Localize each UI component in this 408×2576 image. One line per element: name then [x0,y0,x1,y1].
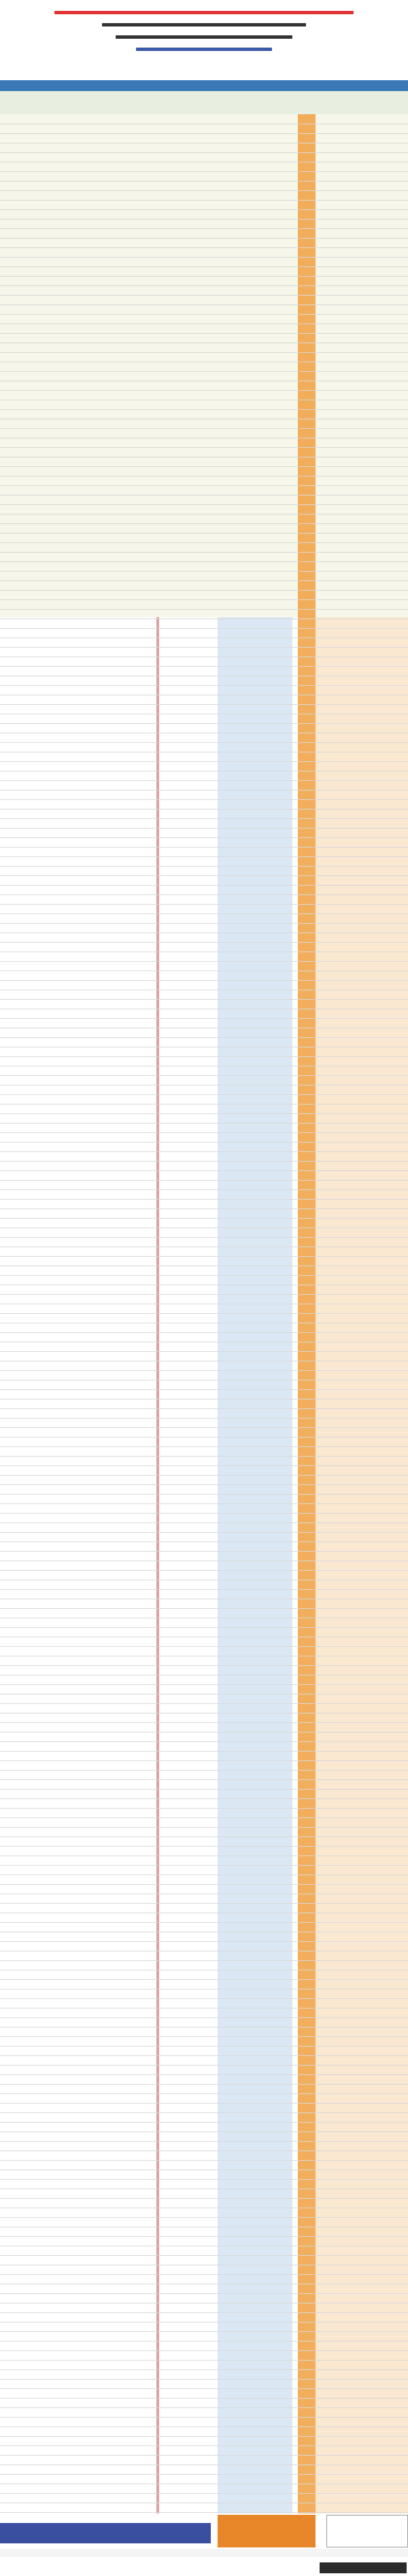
table-row-divider [0,780,408,781]
table-row-divider [0,190,408,191]
table-row-divider [0,942,408,943]
table-row-divider [0,1522,408,1523]
table-row-divider [0,1884,408,1885]
table-row-divider [0,885,408,886]
table-row-divider [0,904,408,905]
table-row-divider [0,866,408,867]
table-row-divider [0,1922,408,1923]
table-row-divider [0,590,408,591]
table-row-divider [0,923,408,924]
table-row-divider [0,1332,408,1333]
footer-summary-bar [0,2523,211,2543]
table-top-section [0,114,408,617]
table-row-divider [0,2141,408,2142]
table-row-divider [0,2179,408,2180]
table-row-divider [0,1722,408,1723]
table-row-divider [0,2103,408,2104]
table-row-divider [0,1475,408,1476]
table-row-divider [0,1827,408,1828]
footer-strip [0,2549,408,2557]
table-title-bar [0,80,408,91]
table-row-divider [0,2046,408,2047]
table-row-divider [0,580,408,581]
highlight-column-peach [316,617,408,2513]
table-row-divider [0,1275,408,1276]
table-row-divider [0,1446,408,1447]
table-row-divider [0,1256,408,1257]
table-row-divider [0,2198,408,2199]
table-row-divider [0,837,408,838]
table-row-divider [0,704,408,705]
table-row-divider [0,238,408,239]
table-row-divider [0,761,408,762]
table-row-divider [0,2417,408,2418]
table-row-divider [0,257,408,258]
table-row-divider [0,171,408,172]
table-row-divider [0,1941,408,1942]
table-row-divider [0,1551,408,1552]
table-row-divider [0,295,408,296]
table-row-divider [0,2112,408,2113]
table-row-divider [0,514,408,515]
table-row-divider [0,1313,408,1314]
table-row-divider [0,1437,408,1438]
table-row-divider [0,2426,408,2427]
table-row-divider [0,276,408,277]
table-row-divider [0,571,408,572]
table-row-divider [0,1142,408,1143]
table-row-divider [0,2512,408,2513]
table-row-divider [0,1456,408,1457]
table-row-divider [0,485,408,486]
document-header [0,0,408,80]
table-row-divider [0,1684,408,1685]
table-row-divider [0,2331,408,2332]
table-row-divider [0,390,408,391]
table-row-divider [0,1037,408,1038]
table-row-divider [0,1465,408,1466]
table-row-divider [0,2312,408,2313]
table-row-divider [0,133,408,134]
table-row-divider [0,1427,408,1428]
table-row-divider [0,2036,408,2037]
table-row-divider [0,894,408,895]
table-row-divider [0,2388,408,2389]
table-row-divider [0,2122,408,2123]
table-row-divider [0,1218,408,1219]
title-line-2 [102,23,306,27]
table-row-divider [0,2436,408,2437]
table-row-divider [0,523,408,524]
table-row-divider [0,2236,408,2237]
table-row-divider [0,856,408,857]
table-row-divider [0,285,408,286]
table-row-divider [0,2017,408,2018]
table-row-divider [0,685,408,686]
table-row-divider [0,1170,408,1171]
table-row-divider [0,2398,408,2399]
table-row-divider [0,533,408,534]
table-row-divider [0,304,408,305]
table-row-divider [0,2131,408,2132]
table-row-divider [0,1094,408,1095]
table-row-divider [0,666,408,667]
table-row-divider [0,1075,408,1076]
table-row-divider [0,466,408,467]
table-row-divider [0,1865,408,1866]
table-row-divider [0,561,408,562]
table-row-divider [0,1151,408,1152]
table-row-divider [0,542,408,543]
table-row-divider [0,552,408,553]
table-row-divider [0,1237,408,1238]
table-row-divider [0,809,408,810]
table-row-divider [0,2474,408,2475]
table-row-divider [0,152,408,153]
table-row-divider [0,723,408,724]
table-row-divider [0,2065,408,2066]
table-row-divider [0,2055,408,2056]
table-row-divider [0,2341,408,2342]
table-row-divider [0,1513,408,1514]
table-row-divider [0,1627,408,1628]
table-row-divider [0,2350,408,2351]
table-row-divider [0,200,408,201]
title-line-3 [116,35,292,39]
table-row-divider [0,1208,408,1209]
table-row-divider [0,1998,408,1999]
table-row-divider [0,1532,408,1533]
table-row-divider [0,913,408,914]
highlight-column-blue [218,617,292,2513]
table-row-divider [0,2369,408,2370]
table-row-divider [0,1960,408,1961]
table-row-divider [0,1180,408,1181]
table-row-divider [0,799,408,800]
table-row-divider [0,2093,408,2094]
table-row-divider [0,1608,408,1609]
table-row-divider [0,1199,408,1200]
table-row-divider [0,1389,408,1390]
table-row-divider [0,847,408,848]
table-row-divider [0,2360,408,2361]
footer-source-link[interactable] [320,2562,407,2573]
table-row-divider [0,209,408,210]
table-row-divider [0,1132,408,1133]
table-row-divider [0,1646,408,1647]
table-row-divider [0,628,408,629]
table-row-divider [0,1751,408,1752]
table-row-divider [0,2160,408,2161]
table-row-divider [0,980,408,981]
table-row-divider [0,1779,408,1780]
table-row-divider [0,1732,408,1733]
table-row-divider [0,409,408,410]
table-row-divider [0,1056,408,1057]
table-row-divider [0,742,408,743]
table-row-divider [0,2074,408,2075]
table-row-divider [0,609,408,610]
table-row-divider [0,2379,408,2380]
table-row-divider [0,1018,408,1019]
table-row-divider [0,1161,408,1162]
table-row-divider [0,1979,408,1980]
table-row-divider [0,447,408,448]
table-row-divider [0,1113,408,1114]
table-row-divider [0,828,408,829]
table-row-divider [0,504,408,505]
footer-total-box [218,2515,316,2547]
table-row-divider [0,2217,408,2218]
table-row-divider [0,961,408,962]
table-row-divider [0,219,408,220]
table-row-divider [0,875,408,876]
table-row-divider [0,999,408,1000]
table-row-divider [0,1741,408,1742]
table-row-divider [0,647,408,648]
table-row-divider [0,352,408,353]
table-row-divider [0,1370,408,1371]
table-row-divider [0,1484,408,1485]
table-row-divider [0,1408,408,1409]
title-line-1 [54,11,354,14]
table-row-divider [0,1760,408,1761]
highlight-column-pink [156,617,159,2513]
table-row-divider [0,1189,408,1190]
table-row-divider [0,1770,408,1771]
table-row-divider [0,1808,408,1809]
table-row-divider [0,2293,408,2294]
table-row-divider [0,1570,408,1571]
table-row-divider [0,1351,408,1352]
table-row-divider [0,333,408,334]
table-row-divider [0,1123,408,1124]
main-table [0,114,408,2513]
table-row-divider [0,428,408,429]
table-row-divider [0,2407,408,2408]
footer-grand-total-box [326,2515,408,2547]
table-row-divider [0,1703,408,1704]
table-row-divider [0,818,408,819]
table-row-divider [0,2274,408,2275]
table-row-divider [0,2493,408,2494]
table-row-divider [0,247,408,248]
table-column-headers [0,91,408,115]
table-row-divider [0,1846,408,1847]
table-row-divider [0,1789,408,1790]
table-row-divider [0,228,408,229]
table-row-divider [0,2255,408,2256]
table-row-divider [0,1589,408,1590]
table-row-divider [0,1494,408,1495]
table-row-divider [0,2084,408,2085]
table-row-divider [0,1798,408,1799]
table-row-divider [0,2455,408,2456]
title-line-4 [136,48,272,51]
table-row-divider [0,1903,408,1904]
table-row-divider [0,1294,408,1295]
table-row-divider [0,371,408,372]
table-row-divider [0,599,408,600]
table-row-divider [0,1665,408,1666]
table-row-divider [0,314,408,315]
table-row-divider [0,1503,408,1504]
table-row-divider [0,266,408,267]
highlight-column-orange [298,114,316,2513]
table-row-divider [0,1817,408,1818]
